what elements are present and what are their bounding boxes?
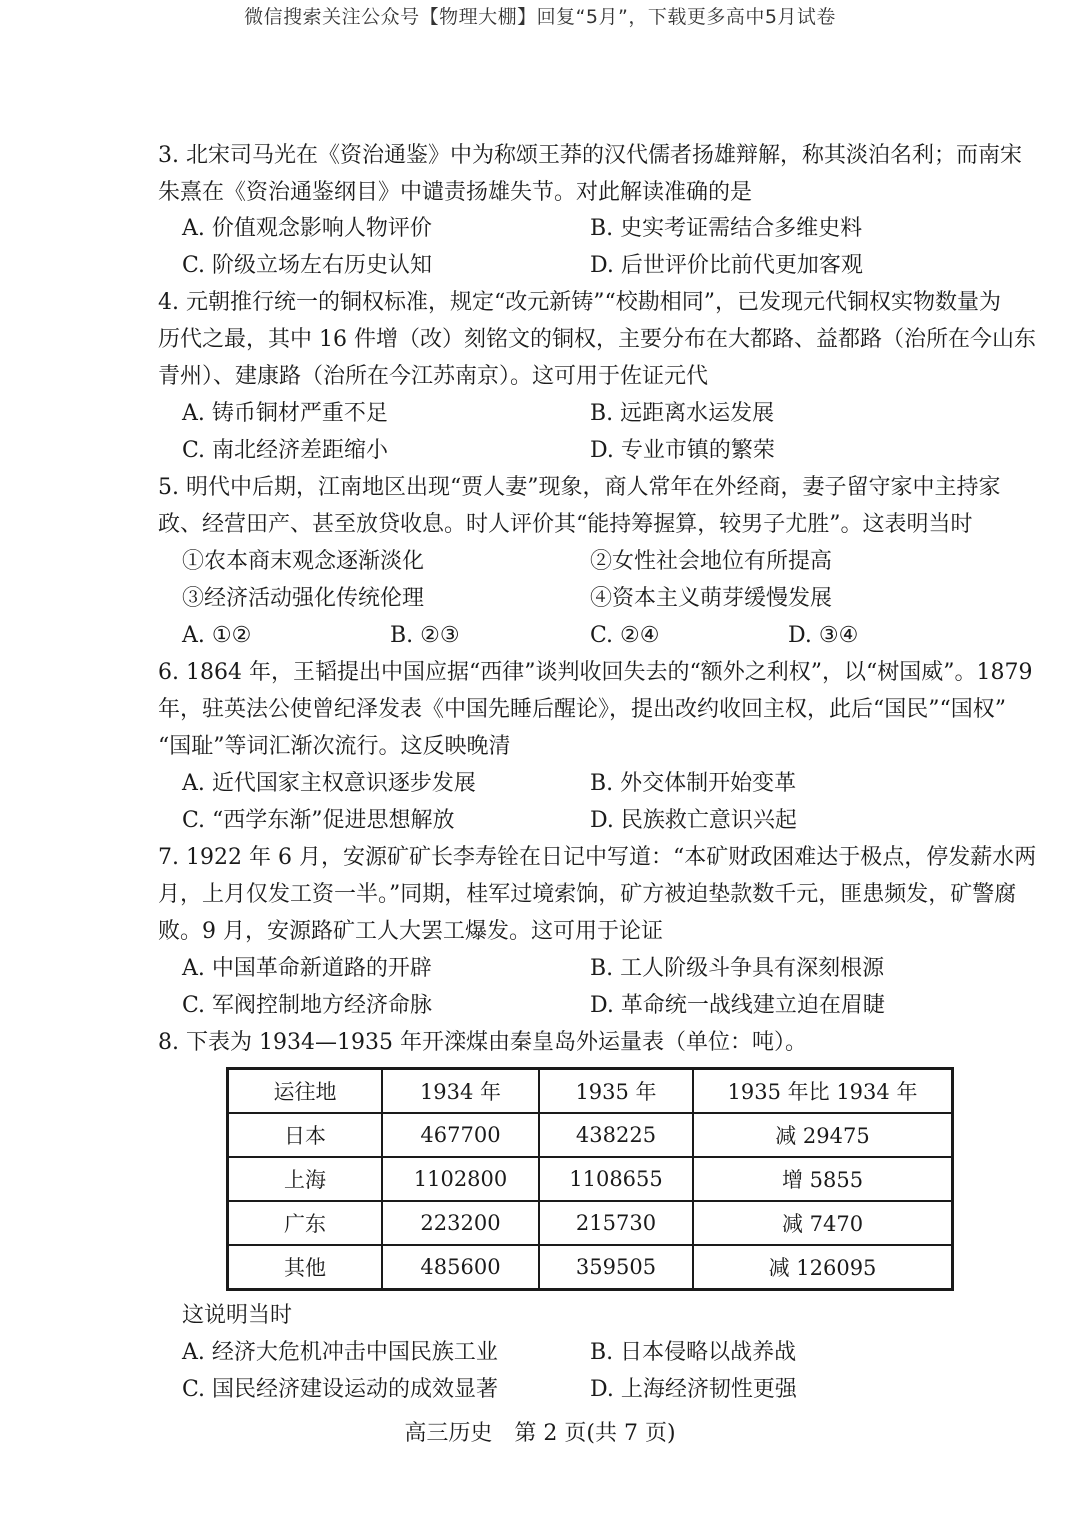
question-5-statement-2: ②女性社会地位有所提高 xyxy=(590,549,833,574)
question-3-option-a: A. 价值观念影响人物评价 xyxy=(182,216,432,241)
question-5-statement-3: ③经济活动强化传统伦理 xyxy=(182,586,425,611)
question-6-option-d: D. 民族救亡意识兴起 xyxy=(590,808,797,833)
question-8-stem xyxy=(158,1024,1008,1061)
question-text-line: 年，驻英法公使曾纪泽发表《中国先睡后醒论》，提出改约收回主权，此后“国民”“国权” xyxy=(158,697,1006,722)
question-5-option-c: C. ②④ xyxy=(590,623,660,648)
table-cell: 223200 xyxy=(382,1201,539,1245)
question-text-line: 4. 元朝推行统一的铜权标准，规定“改元新铸”“校勘相同”，已发现元代铜权实物数量为 xyxy=(158,290,1001,315)
table-cell: 其他 xyxy=(228,1245,383,1290)
table-cell: 日本 xyxy=(228,1113,383,1157)
table-cell: 359505 xyxy=(539,1245,693,1290)
question-5-option-b: B. ②③ xyxy=(390,623,460,648)
question-5-statement-4: ④资本主义萌芽缓慢发展 xyxy=(590,586,833,611)
table-cell: 485600 xyxy=(382,1245,539,1290)
table-row xyxy=(228,1245,953,1290)
question-4-option-d: D. 专业市镇的繁荣 xyxy=(590,438,775,463)
table-cell: 减 126095 xyxy=(693,1245,953,1290)
table-cell: 1108655 xyxy=(539,1157,693,1201)
question-5-option-a: A. ①② xyxy=(182,623,252,648)
table-row xyxy=(228,1201,953,1245)
question-5-option-d: D. ③④ xyxy=(788,623,859,648)
table-row xyxy=(228,1157,953,1201)
question-6-stem xyxy=(158,654,1033,765)
question-text-line: 青州）、建康路（治所在今江苏南京）。这可用于佐证元代 xyxy=(158,364,709,389)
table-cell: 广东 xyxy=(228,1201,383,1245)
question-8-option-a: A. 经济大危机冲击中国民族工业 xyxy=(182,1340,498,1365)
question-text-line: 政、经营田产、甚至放贷收息。时人评价其“能持筹握算，较男子尤胜”。这表明当时 xyxy=(158,512,973,537)
table-cell: 467700 xyxy=(382,1113,539,1157)
promo-banner: 微信搜索关注公众号【物理大棚】回复“5月”，下载更多高中5月试卷 xyxy=(244,6,836,28)
question-5-stem xyxy=(158,469,1008,543)
question-7-stem xyxy=(158,839,1037,950)
question-text-line: 月，上月仅发工资一半。”同期，桂军过境索饷，矿方被迫垫款数千元，匪患频发，矿警腐 xyxy=(158,882,1017,907)
table-cell: 增 5855 xyxy=(693,1157,953,1201)
question-7-option-c: C. 军阀控制地方经济命脉 xyxy=(182,993,433,1018)
table-cell: 减 7470 xyxy=(693,1201,953,1245)
table-cell: 438225 xyxy=(539,1113,693,1157)
table-cell: 215730 xyxy=(539,1201,693,1245)
question-3-stem xyxy=(158,137,1022,211)
table-header-cell: 1935 年比 1934 年 xyxy=(693,1069,953,1114)
question-text-line: 8. 下表为 1934—1935 年开滦煤由秦皇岛外运量表（单位：吨）。 xyxy=(158,1030,807,1055)
question-6-option-c: C. “西学东渐”促进思想解放 xyxy=(182,808,455,833)
table-header-cell: 1934 年 xyxy=(382,1069,539,1114)
question-4-option-c: C. 南北经济差距缩小 xyxy=(182,438,389,463)
table-header-cell: 1935 年 xyxy=(539,1069,693,1114)
table-header-cell: 运往地 xyxy=(228,1069,383,1114)
question-6-option-a: A. 近代国家主权意识逐步发展 xyxy=(182,771,476,796)
question-5-statement-1: ①农本商末观念逐渐淡化 xyxy=(182,549,425,574)
question-text-line: “国耻”等词汇渐次流行。这反映晚清 xyxy=(158,734,511,759)
question-text-line: 5. 明代中后期，江南地区出现“贾人妻”现象，商人常年在外经商，妻子留守家中主持家 xyxy=(158,475,1001,500)
coal-shipment-table xyxy=(226,1067,954,1291)
question-text-line: 朱熹在《资治通鉴纲目》中谴责扬雄失节。对此解读准确的是 xyxy=(158,180,753,205)
question-4-option-a: A. 铸币铜材严重不足 xyxy=(182,401,388,426)
question-text-line: 历代之最，其中 16 件增（改）刻铭文的铜权，主要分布在大都路、益都路（治所在今山东 xyxy=(158,327,1036,352)
question-3-option-b: B. 史实考证需结合多维史料 xyxy=(590,216,863,241)
question-7-option-d: D. 革命统一战线建立迫在眉睫 xyxy=(590,993,885,1018)
question-8-option-b: B. 日本侵略以战养战 xyxy=(590,1340,797,1365)
question-4-stem xyxy=(158,284,1036,395)
table-cell: 上海 xyxy=(228,1157,383,1201)
table-cell: 1102800 xyxy=(382,1157,539,1201)
question-7-option-a: A. 中国革命新道路的开辟 xyxy=(182,956,432,981)
question-8-option-c: C. 国民经济建设运动的成效显著 xyxy=(182,1377,499,1402)
question-6-option-b: B. 外交体制开始变革 xyxy=(590,771,797,796)
table-cell: 减 29475 xyxy=(693,1113,953,1157)
question-text-line: 败。9 月，安源路矿工人大罢工爆发。这可用于论证 xyxy=(158,919,663,944)
question-3-option-c: C. 阶级立场左右历史认知 xyxy=(182,253,433,278)
question-4-option-b: B. 远距离水运发展 xyxy=(590,401,775,426)
question-7-option-b: B. 工人阶级斗争具有深刻根源 xyxy=(590,956,885,981)
question-text-line: 7. 1922 年 6 月，安源矿矿长李寿铨在日记中写道：“本矿财政困难达于极点，停发薪水两 xyxy=(158,845,1037,870)
question-8-option-d: D. 上海经济韧性更强 xyxy=(590,1377,797,1402)
page-footer: 高三历史 第 2 页(共 7 页) xyxy=(404,1421,676,1446)
question-text-line: 3. 北宋司马光在《资治通鉴》中为称颂王莽的汉代儒者扬雄辩解，称其淡泊名利；而南宋 xyxy=(158,143,1022,168)
question-8-prompt: 这说明当时 xyxy=(182,1303,293,1328)
question-text-line: 6. 1864 年，王韬提出中国应据“西律”谈判收回失去的“额外之利权”，以“树国威”。1879 xyxy=(158,660,1033,685)
question-3-option-d: D. 后世评价比前代更加客观 xyxy=(590,253,863,278)
table-row xyxy=(228,1113,953,1157)
table-header-row xyxy=(228,1069,953,1114)
